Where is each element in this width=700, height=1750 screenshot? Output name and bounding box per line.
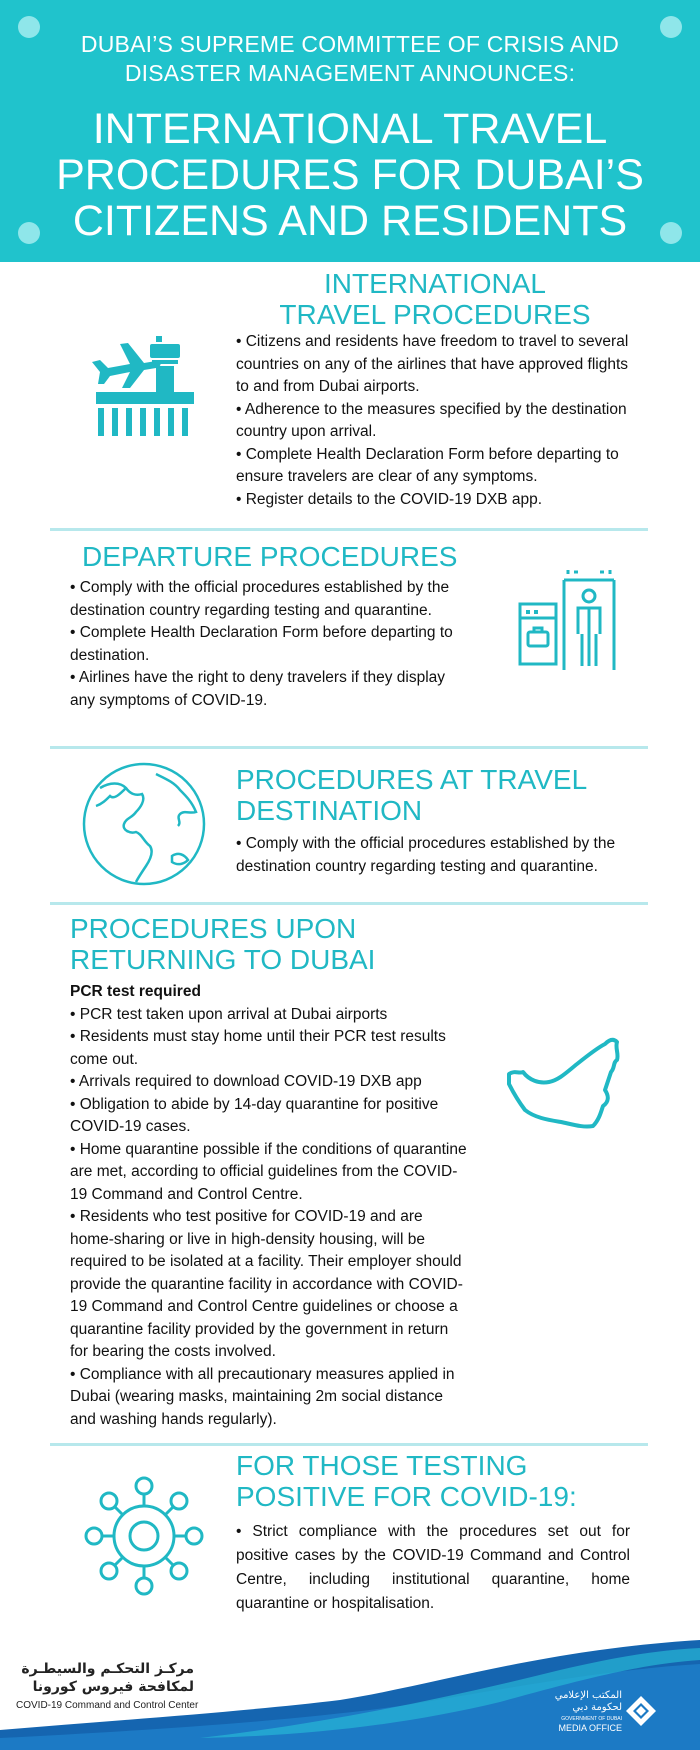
international-title: INTERNATIONAL TRAVEL PROCEDURES	[279, 268, 591, 330]
departure-bullets	[70, 577, 465, 712]
globe-icon	[80, 760, 208, 893]
list-item: • Strict compliance with the procedures set out for positive cases by the COVID-19 Command and Control Centre, including institutional quarantine, home quarantine or hospitalisation.	[236, 1523, 630, 1612]
list-item: • Obligation to abide by 14-day quarantine for positive COVID-19 cases.	[70, 1095, 439, 1135]
header-banner	[0, 0, 700, 262]
media-office-arabic-2: لحكومة دبي	[572, 1702, 622, 1713]
list-item: • Residents must stay home until their PCR test results come out.	[70, 1028, 446, 1068]
list-item: • Home quarantine possible if the conditions of quarantine are met, according to official guidelines from the COVID-19 Command and Control Centre.	[70, 1140, 467, 1203]
decor-dot	[18, 16, 40, 38]
media-office-name: MEDIA OFFICE	[558, 1723, 622, 1733]
header-subtitle: DUBAI’S SUPREME COMMITTEE OF CRISIS AND DISASTER MANAGEMENT ANNOUNCES:	[80, 31, 620, 86]
airport-tower-icon	[90, 330, 200, 445]
destination-bullets	[236, 833, 636, 878]
list-item: • Airlines have the right to deny travelers if they display any symptoms of COVID-19.	[70, 669, 446, 709]
list-item: • Arrivals required to download COVID-19 DXB app	[70, 1073, 422, 1090]
footer-english-name: COVID-19 Command and Control Center	[16, 1700, 199, 1711]
uae-map-icon	[505, 1036, 635, 1137]
list-item: • Compliance with all precautionary measures applied in Dubai (wearing masks, maintaining 2m social distance and washing hands regularly).	[70, 1365, 455, 1428]
virus-icon	[82, 1474, 206, 1603]
page-title: INTERNATIONAL TRAVEL PROCEDURES FOR DUBAI’S CITIZENS AND RESIDENTS	[56, 105, 644, 245]
list-item: • Complete Health Declaration Form before departing to destination.	[70, 624, 453, 664]
footer-arabic-line-2: لمكافحة فيروس كورونا	[32, 1679, 194, 1695]
section-divider	[50, 1443, 648, 1446]
media-office-gov: GOVERNMENT OF DUBAI	[561, 1716, 622, 1722]
list-item: • Residents who test positive for COVID-19 and are home-sharing or live in high-density housing, will be required to be isolated at a facility. Their employer should provide the quarantine facility in accordance with COVID-19 Command and Control Centre guidelines or choose a quarantine facility provided by the government in return for bearing the costs involved.	[70, 1208, 463, 1360]
list-item: • Comply with the official procedures established by the destination country regarding testing and quarantine.	[236, 835, 616, 875]
list-item: • Complete Health Declaration Form before departing to ensure travelers are clear of any symptoms.	[236, 445, 619, 485]
list-item: • Comply with the official procedures established by the destination country regarding testing and quarantine.	[70, 579, 450, 619]
media-office-logo	[532, 1690, 622, 1733]
returning-bullets	[70, 981, 470, 1431]
media-office-arabic-1: المكتب الإعلامي	[554, 1690, 622, 1701]
returning-subheading: PCR test required	[70, 983, 201, 1000]
section-divider	[50, 746, 648, 749]
positive-title: FOR THOSE TESTING POSITIVE FOR COVID-19:	[236, 1450, 577, 1512]
decor-dot	[660, 16, 682, 38]
section-divider	[50, 528, 648, 531]
security-scanner-icon	[516, 566, 626, 677]
positive-bullets	[236, 1520, 630, 1616]
list-item: • Register details to the COVID-19 DXB app.	[236, 490, 543, 508]
international-bullets	[236, 331, 636, 511]
destination-title: PROCEDURES AT TRAVEL DESTINATION	[236, 764, 587, 826]
footer-arabic-line-1: مركـز التحكـم والسيطـرة	[21, 1661, 194, 1677]
media-office-diamond-icon	[624, 1694, 658, 1733]
list-item: • Adherence to the measures specified by the destination country upon arrival.	[236, 400, 627, 440]
returning-title: PROCEDURES UPON RETURNING TO DUBAI	[70, 913, 376, 975]
departure-title: DEPARTURE PROCEDURES	[82, 541, 458, 572]
section-divider	[50, 902, 648, 905]
list-item: • Citizens and residents have freedom to travel to several countries on any of the airlines that have approved flights to and from Dubai airports.	[236, 333, 629, 395]
covid-command-logo	[16, 1660, 216, 1711]
list-item: • PCR test taken upon arrival at Dubai airports	[70, 1005, 388, 1023]
